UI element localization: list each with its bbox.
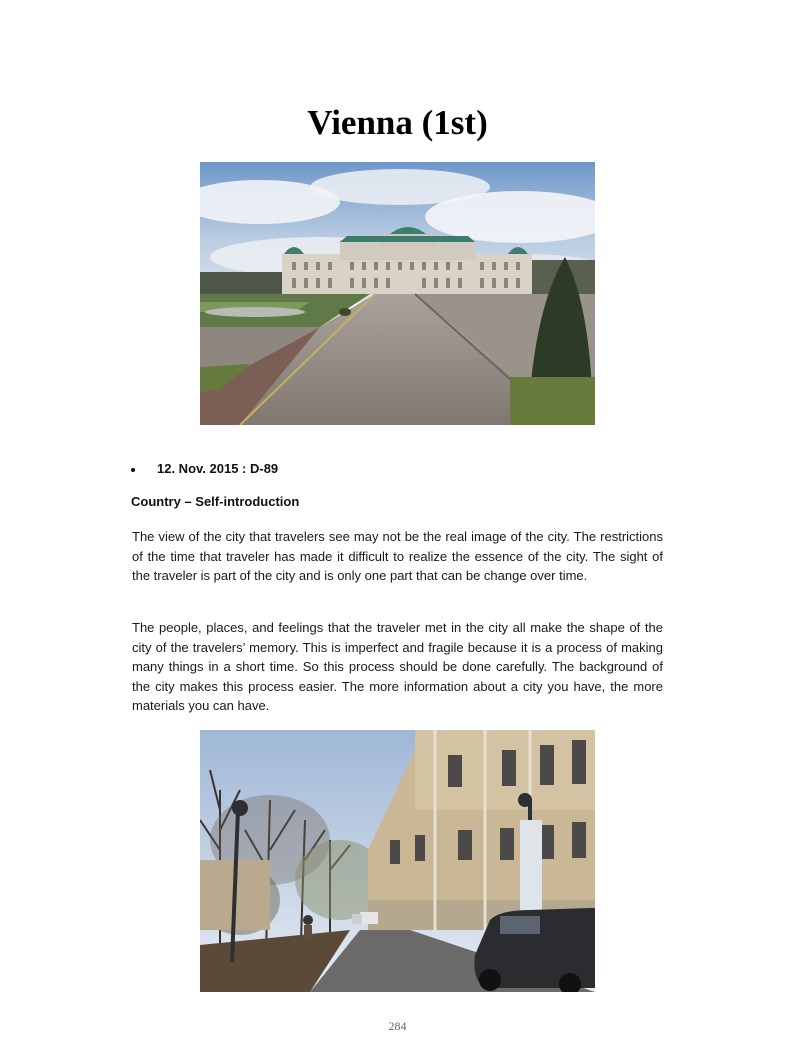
page-number: 284 (388, 1019, 407, 1033)
paragraph-1: The view of the city that travelers see may not be the real image of the city. The restrictions of the time that traveler has made it difficult to realize the essence of the city. The sight of the traveler is part of the city and is only one part that can be change over time. (132, 529, 663, 583)
belvedere-palace-photo (200, 162, 595, 425)
street-building-photo (200, 730, 595, 992)
date-line: 12. Nov. 2015 : D-89 (157, 461, 279, 476)
page-title: Vienna (1st) (307, 103, 488, 142)
bullet-icon (131, 468, 135, 472)
section-heading: Country – Self-introduction (131, 494, 300, 509)
paragraph-2: The people, places, and feelings that the traveler met in the city all make the shape of the city of the travelers’ memory. This is imperfect and fragile because it is a process of making many things in a short time. So this process should be done carefully. The background of the city makes this process easier. The more information about a city you have, the more materials you can have. (132, 620, 663, 713)
